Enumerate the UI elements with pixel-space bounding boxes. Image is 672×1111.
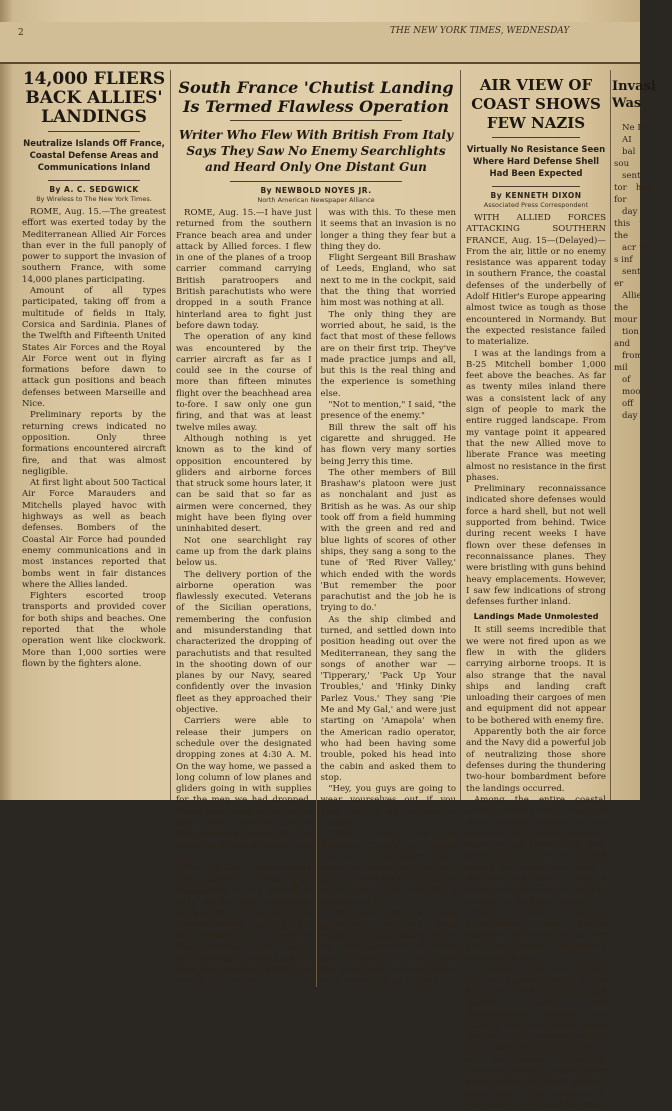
paragraph: Among the entire coastal sector anti-aircraft batteries were densely packed a few days ago. But planes officially reported anti-aircraft fire over the area as 'intense.' Yet no one among the planes from which I watched the assault saw a single shot fired or any sign of activity as the boats landed. xyxy=(466,794,606,907)
paragraph: The only thing they are worried about, he said, is the fact that most of these fellows are on their first trip. They've made practice jumps and all, but this is the real thing and the experience is something else. xyxy=(320,309,457,399)
paragraph: ROME, Aug. 15.—The greatest effort was exerted today by the Mediterranean Allied Air Forces than ever in the full panoply of power to support the invasion of southern France, with some 14,000 planes participating. xyxy=(22,207,166,285)
paragraph: Carriers were able to release their jumpers on schedule over the designated dropping zones at 4:30 A. M. On the way home, we passed a long column of low planes and gliders going in with supplies for the men we had dropped. These ships were scheduled to reach their objective just as the seaborne forces hit the beach at Fréjus at about 8:30 A. M. xyxy=(176,716,312,862)
paragraph: The other members of Bill Brashaw's platoon were just as nonchalant and just as British as he was. As our ship took off from a field humming with the green and red and blue lights of scores of other ships, they sang a song to the tune of 'Red River Valley,' which ended with the words 'But remember the poor parachutist and the job he is trying to do.' xyxy=(320,467,457,614)
paragraph: Pilots who carried paratroopers and gliders reported encountering no fire and all planes apparently returned safely. xyxy=(466,907,606,963)
byline-noyes: By NEWBOLD NOYES JR. xyxy=(260,186,372,195)
paragraph: day xyxy=(622,411,638,421)
article-body-continued xyxy=(466,625,606,1111)
paragraph: bal sou xyxy=(614,147,636,169)
headline-fliers: 14,000 FLIERS BACK ALLIES' LANDINGS xyxy=(22,69,166,127)
paragraph: Preliminary reconnaissance indicated shore defenses would force a hard shell, but not well supported from behind. Twice during recent weeks I have flown over these defenses in reconnaissance planes. They were bristling with guns behind heavy emplacements. However, I saw few indications of strong defenses further inland. xyxy=(466,484,606,608)
deck-chutist: Writer Who Flew With British From Italy Says They Saw No Enemy Searchlights and Heard Only One Distant Gun xyxy=(178,128,454,174)
paragraph: ROME, Aug. 15.—I have just returned from the southern France beach area and under attack by Allied forces. I flew in one of the planes of a troop carrier command carrying British paratroopers and British parachutists who were dropped in a south France hinterland area to fight just before dawn today. xyxy=(176,208,312,331)
paragraph: Ne By xyxy=(622,123,649,133)
paragraph: moorie xyxy=(622,387,653,397)
article-fliers xyxy=(18,70,170,800)
article-body-columns xyxy=(172,208,460,987)
byline-note: North American Newspaper Alliance xyxy=(257,196,375,204)
page-fold-shadow xyxy=(0,0,12,800)
deck-fliers: Neutralize Islands Off France, Coastal Defense Areas and Communications Inland xyxy=(23,139,165,173)
divider xyxy=(48,131,139,132)
byline-note: By Wireless to The New York Times. xyxy=(36,195,152,203)
paragraph: Not one searchlight ray came up from the dark plains below us. xyxy=(176,535,312,569)
paragraph: acr we s inf xyxy=(614,243,652,265)
article-body-fragment xyxy=(614,122,652,422)
masthead-title: THE NEW YORK TIMES, WEDNESDAY xyxy=(390,26,570,36)
article-body xyxy=(22,207,166,670)
article-chutist xyxy=(172,70,460,987)
paragraph: "Hey, you guys are going to wear yourselves out if you keep that up all the way to France." xyxy=(320,784,457,829)
paragraph: sent er xyxy=(614,267,641,289)
paragraph: The delivery portion of the airborne operation was flawlessly executed. Veterans of the Sicilian operations, remembering the confusion and misunderstanding that characterized the dropping of parachutists and that resulted in the shooting down of our planes by our Navy, seared confidently over the invasion fleet as they approached their objective. xyxy=(176,569,312,716)
article-air-view xyxy=(462,70,610,1110)
paragraph: Bill threw the salt off his cigarette and shrugged. He has flown very many sorties being Jerry this time. xyxy=(320,422,457,467)
paragraph: day this vic the xyxy=(614,207,652,241)
paragraph: Preliminary reports by the returning crews indicated no opposition. Only three formations encountered aircraft fire, and that was almost negligible. xyxy=(22,410,166,477)
paragraph: As the ship climbed and turned, and settled down into position heading out over the Mediterranean, they sang the songs of another war — 'Tipperary,' 'Pack Up Your Troubles,' and 'Hinky Dinky Parlez Vous.' They sang 'Pie Me and My Gal,' and were just starting on 'Amapola' when the American radio operator, who had been having some trouble, poked his head into the cabin and asked them to stop. xyxy=(320,614,457,783)
paragraph: Although nothing is yet known as to the kind of opposition encountered by gliders and airborne forces that struck some hours later, it can be said that so far as airmen were concerned, they might have been flying over uninhabited desert. xyxy=(176,433,312,535)
article-body xyxy=(466,213,606,608)
column-rule xyxy=(316,208,317,987)
paragraph: of xyxy=(622,375,631,385)
paragraph: Apparently both the air force and the Navy did a powerful job of neutralizing those shore defenses during the thundering two-hour bombardment before the landings occurred. xyxy=(466,727,606,794)
divider xyxy=(492,186,581,187)
byline-dixon: By KENNETH DIXON xyxy=(490,191,582,200)
paragraph: The operation of any kind was encountered by the carrier aircraft as far as I could see in the course of more than fifteen minutes flight over the beachhead area to-fore. I saw only one gun firing, and that was at least twelve miles away. xyxy=(176,332,312,433)
paragraph: The British paratroopers with which I flew were magnificent. At the take-off in Italy, as our ship shuddered for a second at the top of the runway before hurtling into the darkness, one pink-faced boy, grotesque in his bulky paraphernalia, threw back his head and shouted above the roar of the motors. xyxy=(176,863,312,987)
crosshead: Landings Made Unmolested xyxy=(473,612,599,622)
paragraph: I was at the landings from a B-25 Mitchell bomber 1,000 feet above the beaches. As far as twenty miles inland there was a consistent lack of any sign of people to mark the entire rugged landscape. From my vantage point it appeared that the new Allied move to liberate France was meeting almost no resistance in the first phases. xyxy=(466,348,606,483)
page-number: 2 xyxy=(18,28,24,38)
paragraph: Fighters escorted troop transports and provided cover for both ships and beaches. One reported that the whole operation went like clockwork. More than 1,000 sorties were flown by the fighters alone. xyxy=(22,591,166,669)
divider xyxy=(230,181,403,182)
paragraph: was with this. To these men it seems that an invasion is no longer a thing they fear but a thing they do. xyxy=(320,208,457,252)
column-rule xyxy=(170,70,171,800)
column-rule xyxy=(610,70,611,800)
paragraph: Allie the mour xyxy=(614,291,642,325)
paragraph: "Good Hicks," said Bill Brashaw. "That's one reason why we do not worry. We'll know the Yanks and they will get us where we are supposed to be. That's the thing for a parachutist." xyxy=(320,829,457,908)
divider xyxy=(48,180,139,181)
paragraph: They had been a noisy gathering, but the boys stopped singing shortly after the radio operator told them and turned to their own thoughts, and some of them even seemed to go to sleep. xyxy=(320,908,457,987)
paragraph: tion and xyxy=(614,327,639,349)
headline-invasion: Invasi Was xyxy=(612,79,656,111)
paragraph: At first light about 500 Tactical Air Force Marauders and Mitchells played havoc with highways as well as beach defenses. Bombers of the Coastal Air Force had pounded enemy communications and in most instances reported that bombs went in fair distances where the Allies landed. xyxy=(22,478,166,590)
headline-chutist: South France 'Chutist Landing Is Termed Flawless Operation xyxy=(178,78,454,116)
paragraph: "Not to mention," I said, "the presence of the enemy." xyxy=(320,400,457,422)
article-body-right xyxy=(321,208,457,987)
paragraph: WITH ALLIED FORCES ATTACKING SOUTHERN FRANCE, Aug. 15—(Delayed)—From the air, little or no enemy resistance was apparent today in southern France, the coastal defenses of the underbelly of Adolf Hitler's Europe appearing almost twice as tough as those encountered in Normandy. But the expected resistance failed to materialize. xyxy=(466,213,606,348)
masthead-strip xyxy=(0,22,640,64)
article-invasion-cut xyxy=(612,70,656,800)
byline-sedgwick: By A. C. SEDGWICK xyxy=(49,185,139,194)
paragraph: Cracking of the outer shell will be apparent until a few hours after the actual landings started, when the bombardment weapons are lifted. It was then that a single spot of activity became visible, and it was inside the perimeter of the beach. Similarly, although many gliders were crash-landed on rough ground, there was little evidence of enemy fire in the landing zone. xyxy=(466,964,606,1110)
article-body-left xyxy=(176,208,312,987)
paragraph: Amount of all types participated, taking off from a multitude of fields in Italy, Corsica and Sardinia. Planes of the Twelfth and Fifteenth United States Air Forces and the Royal Air Force went out in flying formations before dawn to attack gun positions and beach defenses between Marseille and Nice. xyxy=(22,286,166,410)
byline-note: Associated Press Correspondent xyxy=(483,201,589,209)
paragraph: AI xyxy=(622,135,632,145)
headline-air-view: AIR VIEW OF COAST SHOWS FEW NAZIS xyxy=(471,76,601,132)
deck-air-view: Virtually No Resistance Seen Where Hard Defense Shell Had Been Expected xyxy=(466,145,606,179)
divider xyxy=(492,137,581,138)
paragraph: Flight Sergeant Bill Brashaw of Leeds, England, who sat next to me in the cockpit, said that the thing that worried him most was nothing at all. xyxy=(320,253,457,309)
column-rule xyxy=(460,70,461,800)
paragraph: sent tor hap for xyxy=(614,171,652,205)
paragraph: off xyxy=(622,399,634,409)
paragraph: It still seems incredible that we were not fired upon as we flew in with the gliders carrying airborne troops. It is also strange that the naval ships and landing craft unloading their cargoes of men and equipment did not appear to be bothered with enemy fire. xyxy=(466,625,606,726)
divider xyxy=(230,120,403,121)
paragraph: from mil xyxy=(614,351,643,373)
